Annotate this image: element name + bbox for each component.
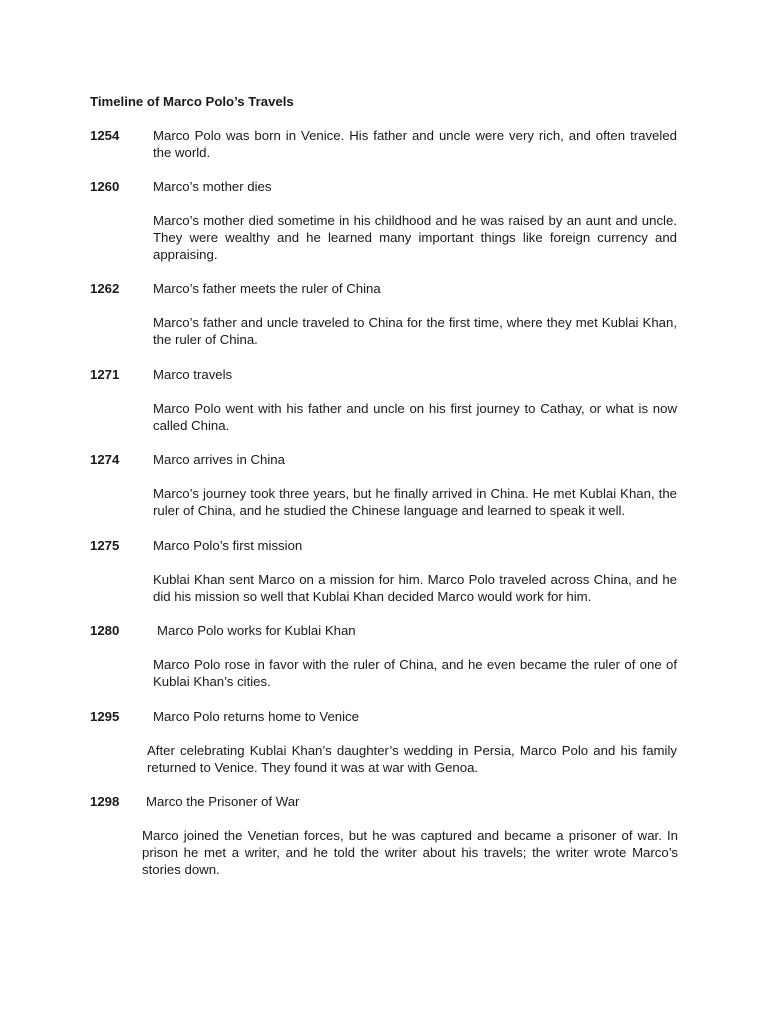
entry-description: Marco Polo went with his father and uncle on his first journey to Cathay, or what is now called China. [153,401,677,434]
entry-year: 1271 [90,367,120,382]
entry-year: 1280 [90,623,120,638]
entry-heading: Marco Polo returns home to Venice [153,709,359,724]
entry-year: 1274 [90,452,120,467]
entry-description: Marco’s mother died sometime in his childhood and he was raised by an aunt and uncle. They were wealthy and he learned many important things like foreign currency and appraising. [153,213,677,263]
entry-heading: Marco travels [153,367,233,382]
entry-heading: Marco Polo works for Kublai Khan [157,623,356,638]
entry-description: Marco’s father and uncle traveled to China for the first time, where they met Kublai Khan, the ruler of China. [153,315,677,348]
entry-heading: Marco arrives in China [153,452,285,467]
entry-heading: Marco’s father meets the ruler of China [153,281,381,296]
entry-year: 1295 [90,709,120,724]
entry-year: 1262 [90,281,120,296]
entry-heading: Marco Polo was born in Venice. His father and uncle were very rich, and often traveled the world. [153,128,677,161]
document-title: Timeline of Marco Polo’s Travels [90,94,294,109]
entry-description: Marco joined the Venetian forces, but he was captured and became a prisoner of war. In prison he met a writer, and he told the writer about his travels; the writer wrote Marco’s stories down. [142,828,678,878]
entry-year: 1260 [90,179,120,194]
entry-description: After celebrating Kublai Khan’s daughter’s wedding in Persia, Marco Polo and his family returned to Venice. They found it was at war with Genoa. [147,743,677,776]
entry-heading: Marco Polo’s first mission [153,538,303,553]
entry-heading: Marco’s mother dies [153,179,272,194]
entry-description: Marco’s journey took three years, but he finally arrived in China. He met Kublai Khan, the ruler of China, and he studied the Chinese language and learned to speak it well. [153,486,677,519]
entry-description: Kublai Khan sent Marco on a mission for him. Marco Polo traveled across China, and he did his mission so well that Kublai Khan decided Marco would work for him. [153,572,677,605]
entry-year: 1298 [90,794,120,809]
entry-heading: Marco the Prisoner of War [146,794,300,809]
entry-year: 1275 [90,538,120,553]
entry-year: 1254 [90,128,120,143]
entry-description: Marco Polo rose in favor with the ruler of China, and he even became the ruler of one of Kublai Khan’s cities. [153,657,677,690]
